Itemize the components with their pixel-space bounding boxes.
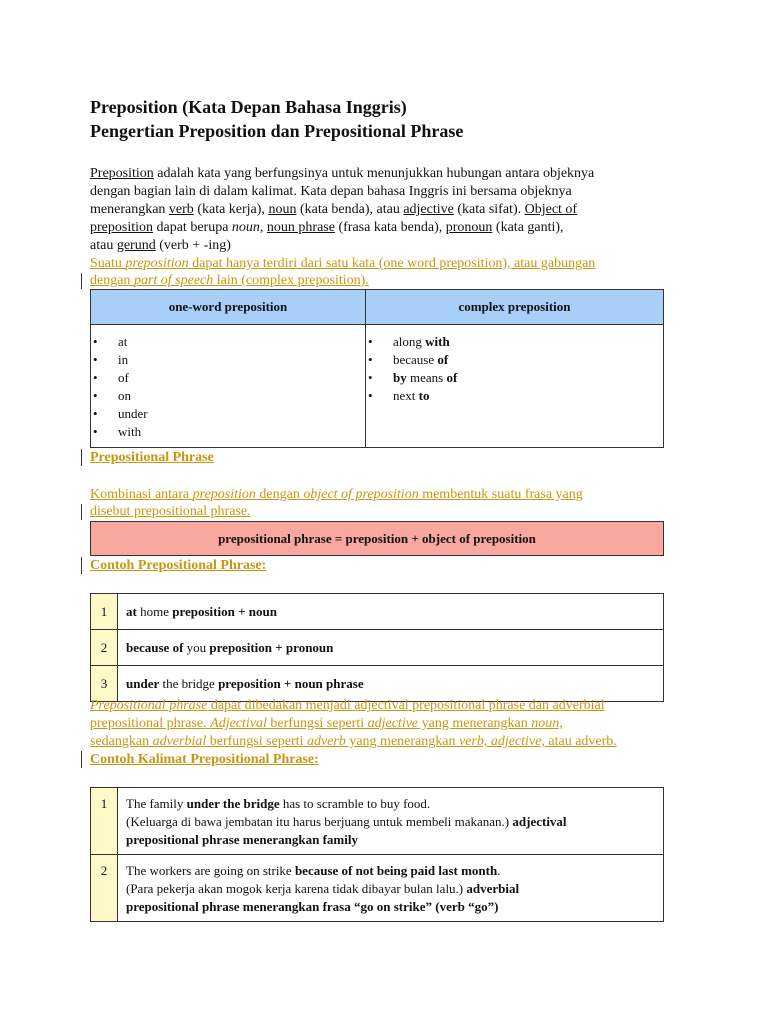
table-row [91,630,664,666]
intro-text: menerangkan [90,202,169,217]
intro-text: (frasa kata benda), [334,220,446,235]
link-pronoun[interactable]: pronoun [445,220,493,235]
sentence-text: The workers are going on strike [126,863,295,878]
row-content [118,855,664,922]
adj-adv-italic: verb, adjective, [458,734,545,749]
sentence-text: . [497,863,501,878]
phrase-bold: because of [126,639,184,655]
adj-adv-text: berfungsi seperti [206,734,307,749]
link-preposition[interactable]: Preposition [90,166,154,181]
list-item [366,369,663,387]
table-row [91,788,664,855]
adj-adv-text: yang menerangkan [418,716,532,731]
sentence-text: has to scramble to buy food. [279,796,431,811]
link-object-of-preposition[interactable]: Object of [524,202,578,217]
list-item: • under [91,405,365,423]
sentence-phrase: because of not being paid last month [294,863,498,878]
heading-contoh-prepositional-phrase: Contoh Prepositional Phrase: [90,558,267,573]
list-item: • with [91,423,365,441]
suatu-italic: part of speech [133,273,214,288]
adj-adv-text: sedangkan [90,734,153,749]
intro-line-3 [90,201,577,219]
adj-adv-italic: adverbial [152,734,207,749]
link-noun[interactable]: noun [268,202,297,217]
col-header-one-word: one-word preposition [91,290,366,325]
link-adjective[interactable]: adjective [403,202,454,217]
suatu-text: dapat hanya terdiri dari satu kata (one word preposition), atau gabungan [188,256,596,271]
one-word-cell [91,325,366,448]
adj-adv-text: prepositional phrase. [90,716,211,731]
list-item: • in [91,351,365,369]
preposition-types-table [90,289,664,448]
list-item: • of [91,369,365,387]
phrase-text: you [183,639,210,655]
adj-adv-text: berfungsi seperti [266,716,368,731]
row-content [118,594,664,630]
adj-adv-italic: adverb [306,734,346,749]
adj-adv-line-2 [90,715,563,733]
list-item: • at [91,333,365,351]
sentence-note: adjectival [512,814,567,829]
item-text: means [406,370,447,385]
change-bar [81,449,82,466]
item-bold: with [425,334,450,349]
list-item [366,351,663,369]
table-row [91,594,664,630]
suatu-text: Suatu [90,256,126,271]
adj-adv-line-3 [90,733,617,751]
examples-sentence-table [90,787,664,922]
suatu-line-1 [90,255,595,273]
adj-adv-text: atau adverb. [544,734,617,749]
adj-adv-text: dapat dibedakan menjadi adjectival prepositional phrase dan adverbial [207,698,605,713]
change-bar [81,557,82,574]
adj-adv-italic: Adjectival [210,716,267,731]
suatu-text: dengan [90,273,134,288]
adj-adv-italic: adjective [367,716,419,731]
intro-text: (kata kerja), [193,202,269,217]
link-verb[interactable]: verb [168,202,194,217]
row-content [118,630,664,666]
col-header-complex: complex preposition [366,290,664,325]
formula-box: prepositional phrase = preposition + object of preposition [90,521,664,556]
intro-text: (kata benda), atau [296,202,404,217]
link-gerund[interactable]: gerund [116,238,156,253]
one-word-list [91,333,365,441]
list-item [366,333,663,351]
table-row [91,855,664,922]
suatu-italic: preposition [125,256,189,271]
translation-text: (Keluarga di bawa jembatan itu harus berjuang untuk membeli makanan.) [126,814,513,829]
row-number: 2 [91,630,118,666]
row-number: 3 [91,666,118,702]
intro-text: adalah kata yang berfungsinya untuk menunjukkan hubungan antara objeknya [153,166,595,181]
phrase-structure: preposition + noun [172,603,277,619]
heading-contoh-kalimat: Contoh Kalimat Prepositional Phrase: [90,752,319,767]
list-item: • on [91,387,365,405]
complex-cell [366,325,664,448]
row-content [118,788,664,855]
sentence-phrase: under the bridge [186,796,280,811]
phrase-text: the bridge [159,675,219,691]
list-item [366,387,663,405]
examples-phrase-table [90,593,664,702]
sentence-note: adverbial [466,881,520,896]
phrase-structure: preposition + noun phrase [218,675,364,691]
adj-adv-italic: noun, [531,716,563,731]
link-object-of-preposition-2[interactable]: preposition [90,220,153,235]
change-bar [81,273,82,289]
item-text: because [393,352,438,367]
document-subtitle: Pengertian Preposition dan Prepositional Phrase [90,121,464,141]
item-text: next [393,388,419,403]
intro-line-4 [90,219,564,237]
intro-line-1 [90,165,594,183]
sentence-note: prepositional phrase menerangkan frasa “go on strike” (verb “go”) [126,899,499,914]
adj-adv-line-1 [90,697,605,715]
phrase-bold: under [126,675,160,691]
suatu-text: lain (complex preposition). [213,273,369,288]
heading-prepositional-phrase: Prepositional Phrase [90,450,214,465]
intro-line-5 [90,237,231,255]
intro-italic: noun [231,220,260,235]
sentence-note: prepositional phrase menerangkan family [126,832,358,847]
intro-text: atau [90,238,117,253]
item-bold: to [418,388,430,403]
document-title: Preposition (Kata Depan Bahasa Inggris) [90,97,407,117]
kombinasi-line-1 [90,486,583,504]
change-bar [81,504,82,520]
link-noun-phrase[interactable]: noun phrase [266,220,335,235]
kombinasi-italic: preposition [192,487,256,502]
row-number: 1 [91,788,118,855]
translation-text: (Para pekerja akan mogok kerja karena tidak dibayar bulan lalu.) [126,881,467,896]
intro-line-2: dengan bagian lain di dalam kalimat. Kata depan bahasa Inggris ini bersama objeknya [90,184,572,199]
phrase-structure: preposition + pronoun [209,639,334,655]
item-bold: of [446,370,458,385]
intro-text: (kata ganti), [492,220,564,235]
kombinasi-text: membentuk suatu frasa yang [418,487,583,502]
item-bold: of [437,352,449,367]
adj-adv-text: yang menerangkan [345,734,459,749]
complex-list [366,333,663,405]
item-bold: by [393,370,407,385]
intro-text: dapat berupa [153,220,232,235]
kombinasi-italic: object of preposition [303,487,419,502]
sentence-text: The family [126,796,187,811]
kombinasi-text: Kombinasi antara [90,487,193,502]
phrase-text: home [136,603,173,619]
intro-text: , [259,220,267,235]
intro-text: (verb + -ing) [155,238,231,253]
kombinasi-line-2: disebut prepositional phrase. [90,504,251,519]
change-bar [81,751,82,768]
row-number: 1 [91,594,118,630]
suatu-line-2 [90,272,369,290]
intro-text: (kata sifat). [453,202,525,217]
phrase-bold: at [126,603,137,619]
kombinasi-text: dengan [255,487,304,502]
row-number: 2 [91,855,118,922]
item-text: along [393,334,426,349]
adj-adv-italic: Prepositional phrase [90,698,208,713]
